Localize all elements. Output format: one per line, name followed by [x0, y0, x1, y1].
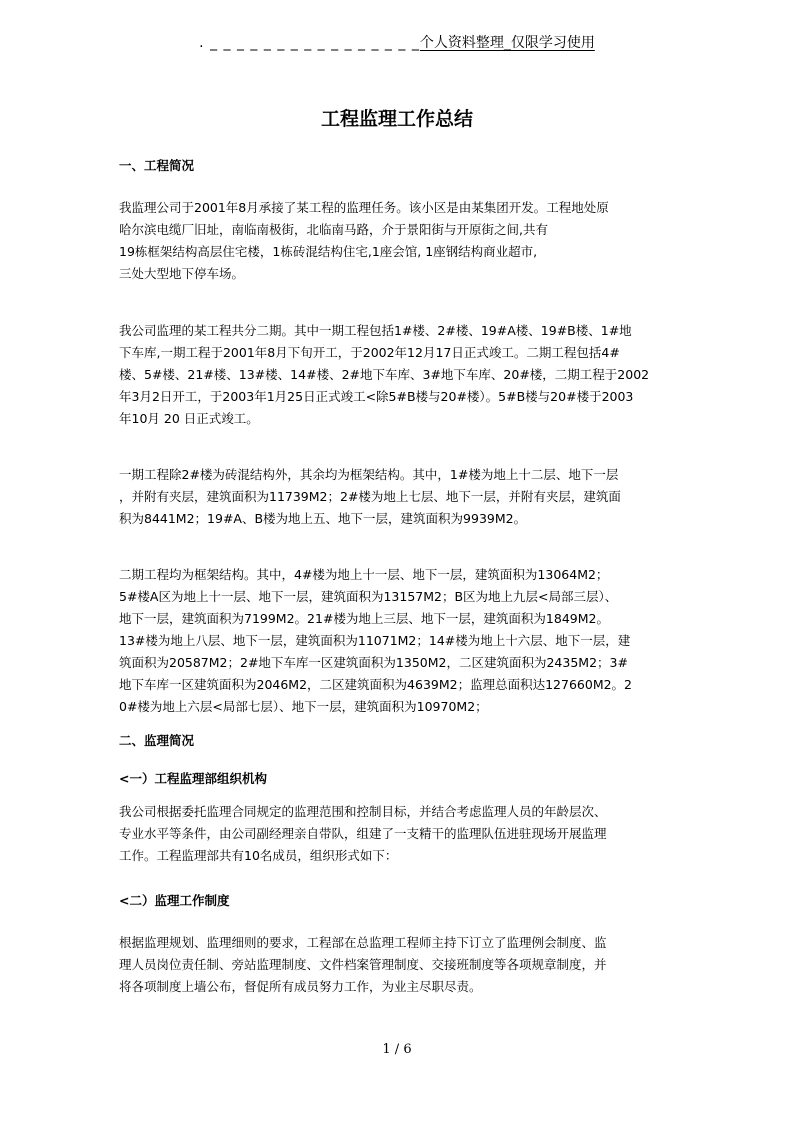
text-line: 我公司根据委托监理合同规定的监理范围和控制目标，并结合考虑监理人员的年龄层次、: [119, 804, 607, 819]
text-line: 积为8441M2；19#A、B楼为地上五、地下一层，建筑面积为9939M2。: [119, 511, 527, 526]
header-dashes: . _ _ _ _ _ _ _ _ _ _ _ _ _ _ _ _: [199, 35, 420, 51]
text-line: 地下车库一区建筑面积为2046M2，二区建筑面积为4639M2；监理总面积达127660M2。2: [119, 677, 633, 692]
text-line: 年10月 20 日正式竣工。: [119, 411, 259, 426]
document-title: 工程监理工作总结: [320, 108, 473, 130]
text-line: 将各项制度上墙公布，督促所有成员努力工作，为业主尽职尽责。: [119, 979, 482, 994]
text-line: 我公司监理的某工程共分二期。其中一期工程包括1#楼、2#楼、19#A楼、19#B楼、1#地: [119, 323, 632, 338]
subsection-heading-work-system: <二）监理工作制度: [119, 893, 230, 908]
paragraph-project-phases: [119, 320, 677, 430]
text-line: 三处大型地下停车场。: [119, 266, 245, 281]
subsection-heading-organization: <一）工程监理部组织机构: [119, 771, 267, 786]
text-line: 我监理公司于2001年8月承接了某工程的监理任务。该小区是由某集团开发。工程地处原: [119, 200, 609, 215]
page-header: [0, 33, 794, 53]
paragraph-phase-two-structures: [119, 564, 677, 718]
page-number: 1 / 6: [382, 1042, 412, 1057]
text-line: 根据监理规划、监理细则的要求，工程部在总监理工程师主持下订立了监理例会制度、监: [119, 935, 607, 950]
text-line: 年3月2日开工，于2003年1月25日正式竣工<除5#B楼与20#楼）。5#B楼与20#楼于2003: [119, 389, 634, 404]
paragraph-work-system: [119, 932, 677, 998]
text-line: 0#楼为地上六层<局部七层）、地下一层，建筑面积为10970M2；: [119, 699, 488, 714]
text-line: 一期工程除2#楼为砖混结构外，其余均为框架结构。其中，1#楼为地上十二层、地下一层: [119, 467, 619, 482]
text-line: 地下一层，建筑面积为7199M2。21#楼为地上三层、地下一层，建筑面积为1849M2。: [119, 611, 609, 626]
text-line: 哈尔滨电缆厂旧址，南临南极街，北临南马路，介于景阳街与开原街之间,共有: [119, 222, 548, 237]
text-line: 二期工程均为框架结构。其中，4#楼为地上十一层、地下一层，建筑面积为13064M2；: [119, 567, 609, 582]
text-line: 专业水平等条件，由公司副经理亲自带队，组建了一支精干的监理队伍进驻现场开展监理: [119, 826, 607, 841]
header-label: 个人资料整理_仅限学习使用: [419, 35, 595, 51]
text-line: 19栋框架结构高层住宅楼，1栋砖混结构住宅,1座会馆, 1座钢结构商业超市,: [119, 244, 538, 259]
section-heading-project-overview: 一、工程简况: [119, 158, 195, 173]
text-line: 理人员岗位责任制、旁站监理制度、文件档案管理制度、交接班制度等各项规章制度，并: [119, 957, 607, 972]
text-line: 工作。工程监理部共有10名成员，组织形式如下：: [119, 848, 398, 863]
paragraph-phase-one-structures: [119, 464, 677, 530]
text-line: 筑面积为20587M2；2#地下车库一区建筑面积为1350M2，二区建筑面积为2435M2；3#: [119, 655, 628, 670]
text-line: 楼、5#楼、21#楼、13#楼、14#楼、2#地下车库、3#地下车库、20#楼，二期工程于2002: [119, 367, 650, 382]
paragraph-organization: [119, 801, 677, 867]
text-line: 下车库,一期工程于2001年8月下旬开工，于2002年12月17日正式竣工。二期工程包括4#: [119, 345, 620, 360]
text-line: 5#楼A区为地上十一层、地下一层，建筑面积为13157M2；B区为地上九层<局部三层）、: [119, 589, 618, 604]
text-line: 13#楼为地上八层、地下一层，建筑面积为11071M2；14#楼为地上十六层、地下一层，建: [119, 633, 631, 648]
text-line: ，并附有夹层，建筑面积为11739M2；2#楼为地上七层、地下一层，并附有夹层，建筑面: [119, 489, 621, 504]
paragraph-project-location: [119, 197, 677, 285]
section-heading-supervision-overview: 二、监理简况: [119, 733, 195, 748]
